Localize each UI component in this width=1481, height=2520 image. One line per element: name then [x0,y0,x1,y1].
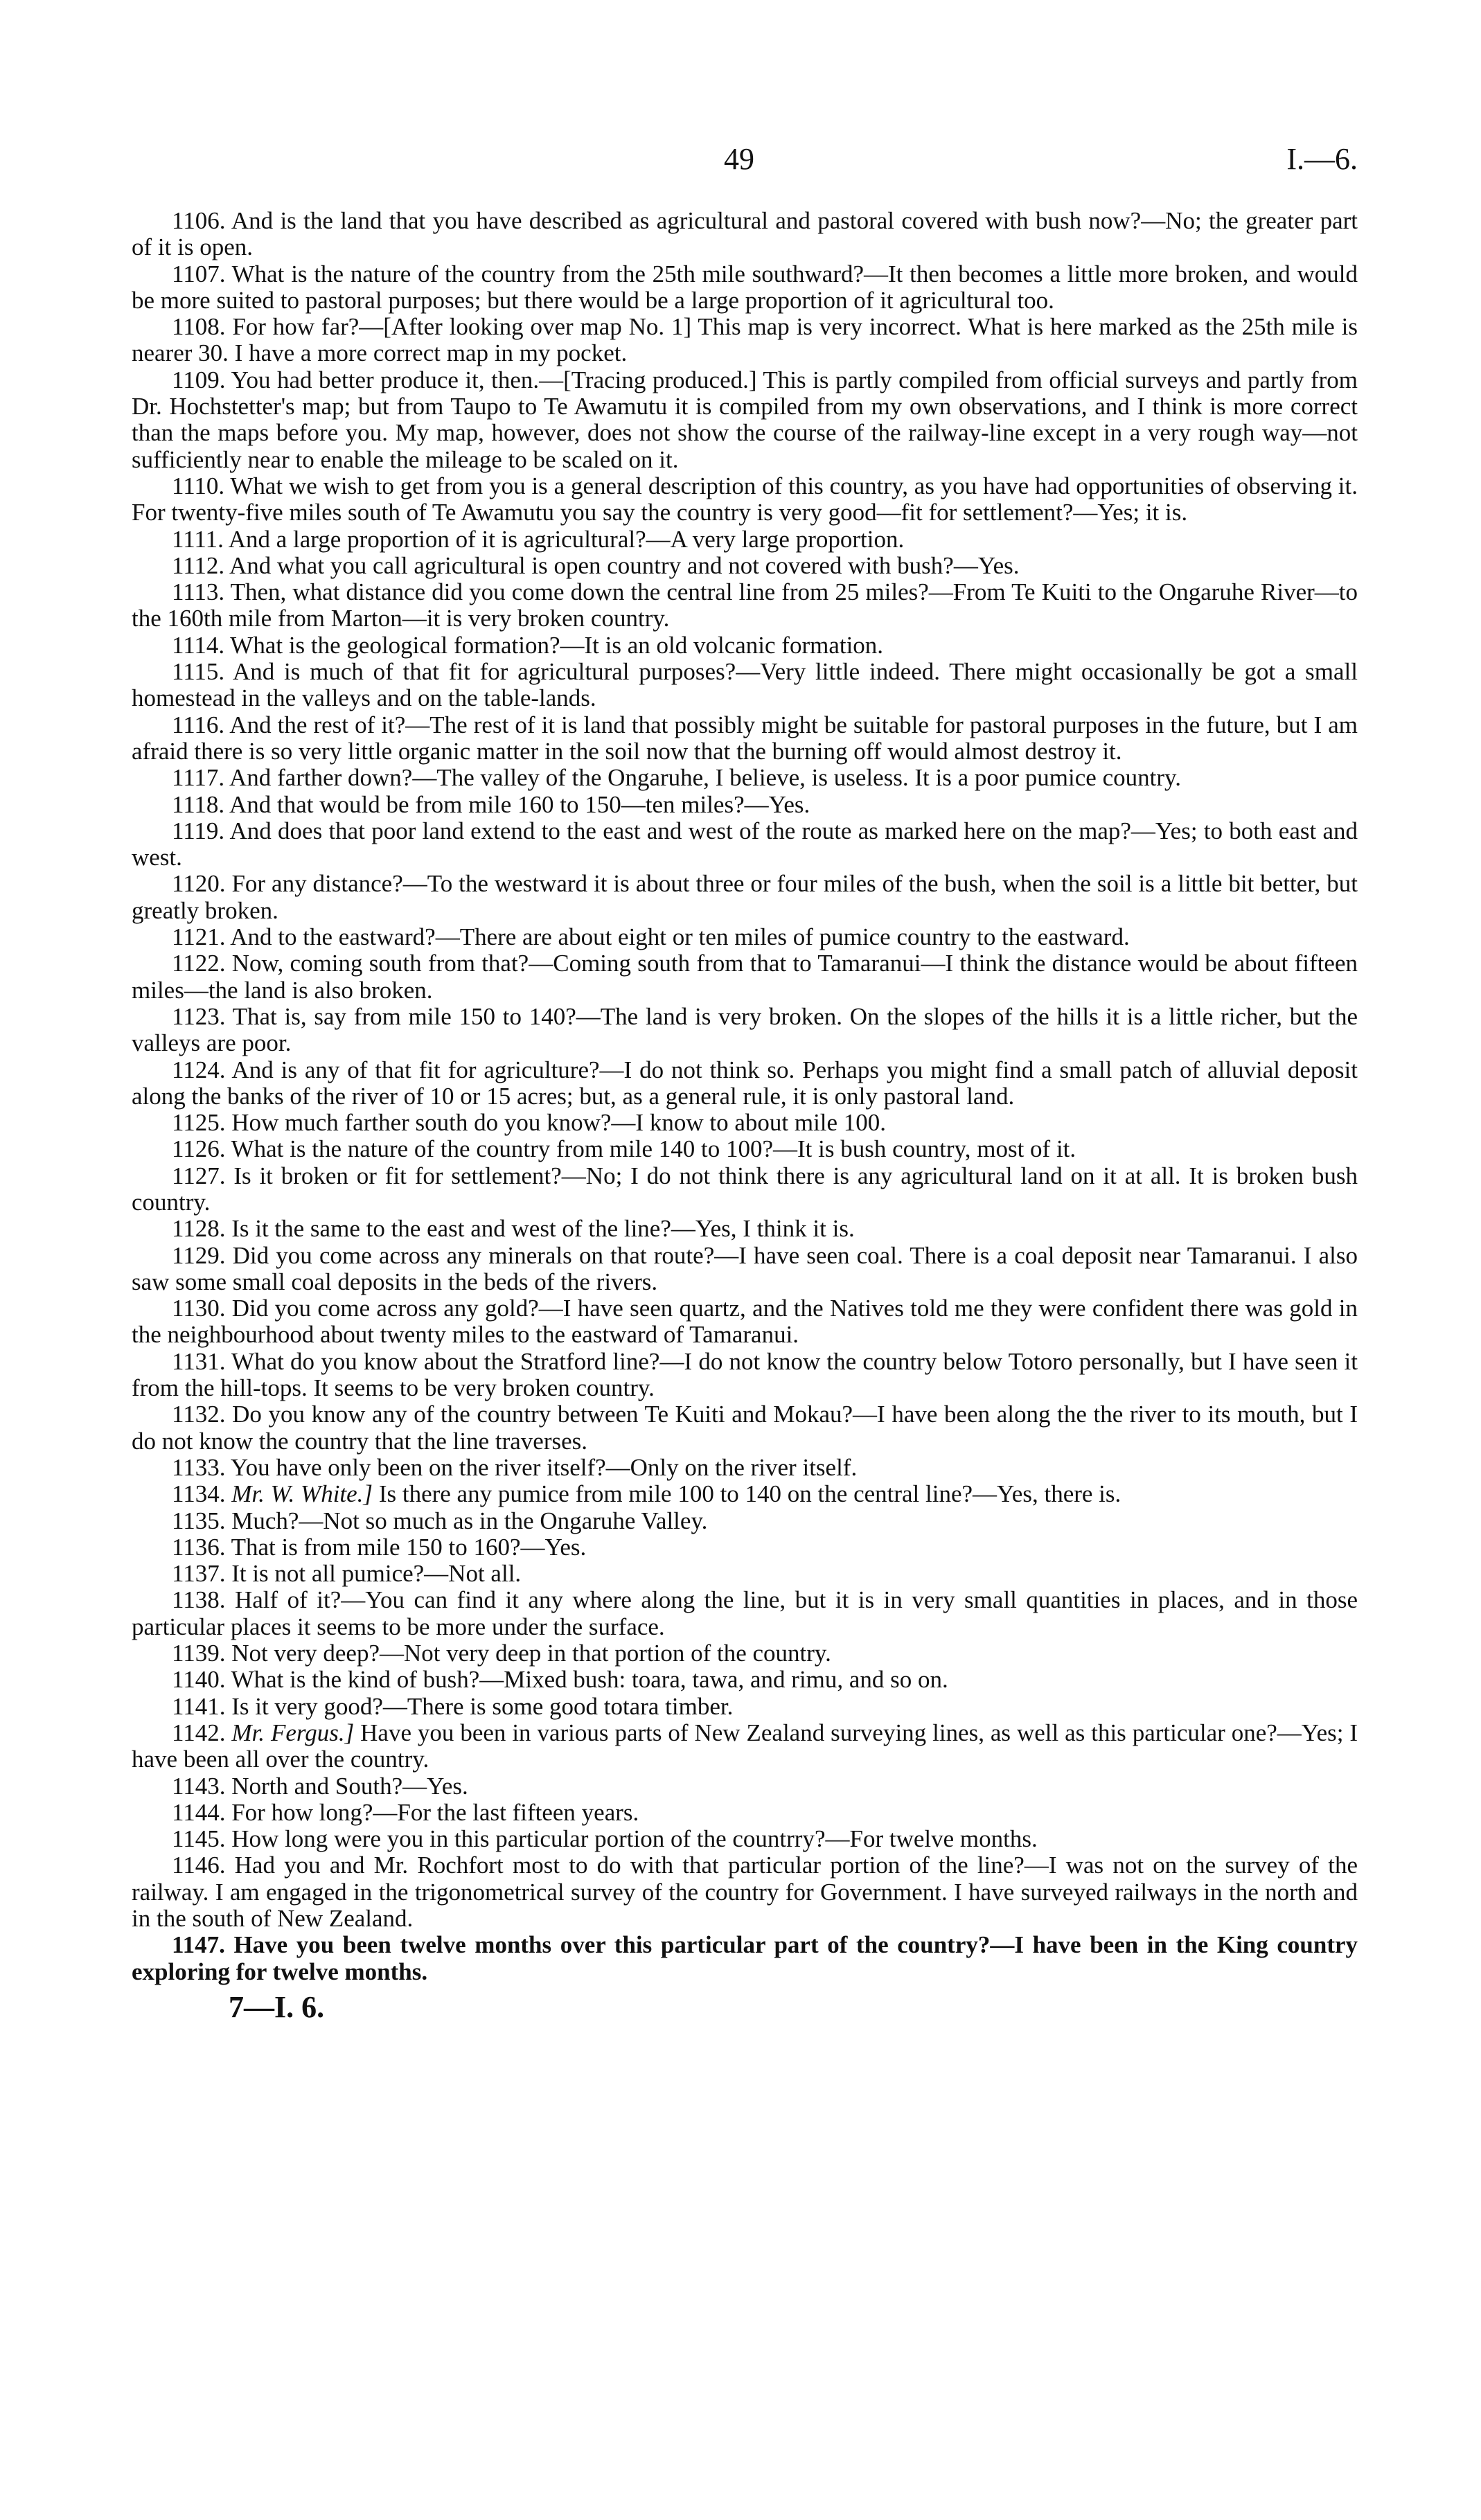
question-number: 1135. [172,1507,226,1534]
question-number: 1115. [172,658,225,686]
qa-paragraph [132,314,1358,367]
question-number: 1125. [172,1109,226,1137]
qa-text: What is the nature of the country from the 25th mile southward?—It then becomes a little more broken, and would be more suited to pastoral purposes; but there would be a large proportion of it agricultural too. [132,260,1358,314]
qa-paragraph [132,1401,1358,1455]
qa-text: Now, coming south from that?—Coming south from that to Tamaranui—I think the distance would be about fifteen miles—the land is also broken. [132,950,1358,1004]
qa-paragraph [132,367,1358,473]
qa-text: Is it the same to the east and west of the line?—Yes, I think it is. [231,1215,855,1243]
qa-text: Then, what distance did you come down the central line from 25 miles?—From Te Kuiti to the Ongaruhe River—to the 160th mile from Marton—it is very broken country. [132,578,1358,632]
question-number: 1134. [172,1480,226,1508]
question-number: 1130. [172,1295,226,1322]
qa-paragraph [132,792,1358,818]
qa-paragraph [132,1136,1358,1162]
question-number: 1128. [172,1215,226,1243]
qa-text: What we wish to get from you is a general description of this country, as you have had opportunities of observing it. For twenty-five miles south of Te Awamutu you say the country is very good—fit for settlement?—Yes; it is. [132,472,1358,526]
question-number: 1109. [172,366,226,393]
question-number: 1132. [172,1401,226,1428]
qa-paragraph [132,1667,1358,1693]
qa-paragraph [132,1508,1358,1534]
qa-paragraph [132,1163,1358,1216]
qa-text: And is much of that fit for agricultural purposes?—Very little indeed. There might occasionally be got a small homestead in the valleys and on the table-lands. [132,658,1358,712]
question-number: 1142. [172,1719,226,1746]
qa-text: Half of it?—You can find it any where along the line, but it is in very small quantities in places, and in those particular places it seems to be more under the surface. [132,1586,1358,1640]
question-number: 1140. [172,1666,226,1694]
qa-paragraph [132,1826,1358,1852]
qa-paragraph [132,1481,1358,1507]
qa-paragraph [132,553,1358,579]
question-number: 1119. [172,817,225,844]
question-number: 1111. [172,525,224,553]
qa-paragraph [132,1694,1358,1720]
qa-text: And what you call agricultural is open country and not covered with bush?—Yes. [229,551,1020,579]
qa-paragraph [132,632,1358,659]
qa-text: Did you come across any gold?—I have seen quartz, and the Natives told me they were confident there was gold in the neighbourhood about twenty miles to the eastward of Tamaranui. [132,1295,1358,1349]
qa-paragraph [132,712,1358,765]
qa-text: How much farther south do you know?—I know to about mile 100. [231,1109,887,1137]
qa-paragraph [132,1534,1358,1561]
qa-paragraph [132,924,1358,950]
question-number: 1118. [172,790,225,818]
qa-paragraph [132,1349,1358,1402]
qa-paragraph [132,473,1358,526]
qa-text: Did you come across any minerals on that route?—I have seen coal. There is a coal deposit near Tamaranui. I also saw some small coal deposits in the beds of the rivers. [132,1241,1358,1295]
qa-paragraph [132,1773,1358,1800]
qa-text: It is not all pumice?—Not all. [231,1560,522,1588]
qa-text: What do you know about the Stratford line?—I do not know the country below Totoro personally, but I have seen it from the hill-tops. It seems to be very broken country. [132,1347,1358,1402]
qa-paragraph [132,1455,1358,1481]
qa-text: That is from mile 150 to 160?—Yes. [231,1533,587,1561]
question-number: 1133. [172,1453,226,1481]
qa-paragraph [132,1640,1358,1667]
question-number: 1143. [172,1772,226,1800]
printer-signature: 7—I. 6. [229,1989,325,2024]
qa-paragraph [132,1720,1358,1773]
qa-text: Is it very good?—There is some good totara timber. [231,1692,734,1720]
question-number: 1147. [172,1931,225,1959]
question-number: 1127. [172,1162,226,1189]
question-number: 1108. [172,313,226,341]
question-number: 1122. [172,950,226,977]
qa-text: For how long?—For the last fifteen years. [231,1798,639,1826]
question-number: 1138. [172,1586,226,1614]
qa-text: And a large proportion of it is agricultural?—A very large proportion. [228,525,905,553]
question-number: 1126. [172,1135,226,1163]
qa-paragraph [132,579,1358,632]
question-number: 1116. [172,711,225,738]
question-number: 1124. [172,1056,226,1083]
qa-text: How long were you in this particular portion of the countrry?—For twelve months. [231,1825,1038,1853]
qa-paragraph [132,950,1358,1004]
question-number: 1136. [172,1533,226,1561]
qa-text: And the rest of it?—The rest of it is land that possibly might be suitable for pastoral purposes in the future, but I am afraid there is so very little organic matter in the soil now that the burning off would almost destroy it. [132,711,1358,765]
qa-text: And is any of that fit for agriculture?—I do not think so. Perhaps you might find a small patch of alluvial deposit along the banks of the river of 10 or 15 acres; but, as a general rule, it is only pastoral land. [132,1056,1358,1110]
qa-text: And farther down?—The valley of the Ongaruhe, I believe, is useless. It is a poor pumice country. [229,764,1181,792]
speaker-name: Mr. W. White.] [231,1480,373,1508]
qa-paragraph [132,526,1358,553]
qa-text: You have only been on the river itself?—Only on the river itself. [230,1453,858,1481]
question-number: 1139. [172,1640,226,1667]
qa-paragraph [132,261,1358,314]
question-number: 1144. [172,1798,226,1826]
qa-paragraph [132,818,1358,871]
qa-text: What is the geological formation?—It is an old volcanic formation. [230,631,884,659]
question-number: 1106. [172,207,226,234]
qa-text: For any distance?—To the westward it is about three or four miles of the bush, when the soil is a little bit better, but greatly broken. [132,870,1358,924]
evidence-body [132,208,1358,2027]
question-number: 1141. [172,1692,226,1720]
qa-paragraph [132,1243,1358,1296]
page-number: 49 [724,142,754,176]
qa-paragraph [132,1110,1358,1136]
qa-text: Have you been in various parts of New Zealand surveying lines, as well as this particular one?—Yes; I have been all over the country. [132,1719,1358,1773]
question-number: 1145. [172,1825,226,1853]
qa-text: Is there any pumice from mile 100 to 140 on the central line?—Yes, there is. [378,1480,1121,1508]
qa-paragraph [132,1932,1358,1985]
qa-paragraph [132,1800,1358,1826]
qa-text: North and South?—Yes. [231,1772,468,1800]
question-number: 1117. [172,764,225,792]
qa-text: Not very deep?—Not very deep in that portion of the country. [231,1640,831,1667]
question-number: 1137. [172,1560,226,1588]
qa-text: That is, say from mile 150 to 140?—The land is very broken. On the slopes of the hills it is a little richer, but the valleys are poor. [132,1002,1358,1057]
qa-text: Much?—Not so much as in the Ongaruhe Valley. [231,1507,708,1534]
question-number: 1110. [172,472,225,499]
question-number: 1114. [172,631,225,659]
qa-paragraph [132,765,1358,791]
question-number: 1120. [172,870,226,898]
qa-paragraph [132,208,1358,261]
qa-paragraph [132,1057,1358,1110]
question-number: 1123. [172,1002,226,1030]
question-number: 1121. [172,923,226,951]
qa-text: Do you know any of the country between Te Kuiti and Mokau?—I have been along the the river to its mouth, but I do not know the country that the line traverses. [132,1401,1358,1455]
paper-reference: I.—6. [1286,142,1358,176]
question-number: 1113. [172,578,225,606]
qa-paragraph [132,1295,1358,1349]
page-header [132,139,1358,187]
qa-paragraph [132,1561,1358,1587]
qa-paragraph [132,659,1358,712]
qa-text: Had you and Mr. Rochfort most to do with that particular portion of the line?—I was not on the survey of the railway. I am engaged in the trigonometrical survey of the country for Government. I have surveyed railways in the north and in the south of New Zealand. [132,1852,1358,1932]
qa-paragraph [132,1852,1358,1932]
question-number: 1112. [172,551,225,579]
qa-text: What is the kind of bush?—Mixed bush: toara, tawa, and rimu, and so on. [231,1666,948,1694]
qa-text: For how far?—[After looking over map No. 1] This map is very incorrect. What is here marked as the 25th mile is nearer 30. I have a more correct map in my pocket. [132,313,1358,367]
qa-text: And that would be from mile 160 to 150—ten miles?—Yes. [229,790,810,818]
qa-text: And does that poor land extend to the east and west of the route as marked here on the map?—Yes; to both east and west. [132,817,1358,871]
qa-paragraph [132,871,1358,924]
qa-text: And to the eastward?—There are about eight or ten miles of pumice country to the eastward. [230,923,1130,951]
qa-text: And is the land that you have described as agricultural and pastoral covered with bush now?—No; the greater part of it is open. [132,207,1358,261]
qa-text: Is it broken or fit for settlement?—No; I do not think there is any agricultural land on it at all. It is broken bush country. [132,1162,1358,1216]
qa-text: Have you been twelve months over this particular part of the country?—I have been in the King country exploring for twelve months. [132,1931,1358,1985]
qa-text: What is the nature of the country from mile 140 to 100?—It is bush country, most of it. [231,1135,1076,1163]
qa-text: You had better produce it, then.—[Tracing produced.] This is partly compiled from official surveys and partly from Dr. Hochstetter's map; but from Taupo to Te Awamutu it is compiled from my own observations, and I think is more correct than the maps before you. My map, however, does not show the course of the railway-line except in a very rough way—not sufficiently near to enable the mileage to be scaled on it. [132,366,1358,473]
qa-paragraph [132,1216,1358,1242]
qa-paragraph [132,1004,1358,1057]
question-number: 1107. [172,260,226,287]
speaker-name: Mr. Fergus.] [231,1719,355,1746]
question-number: 1146. [172,1852,226,1879]
question-number: 1131. [172,1347,226,1375]
question-number: 1129. [172,1241,226,1269]
qa-paragraph [132,1587,1358,1640]
